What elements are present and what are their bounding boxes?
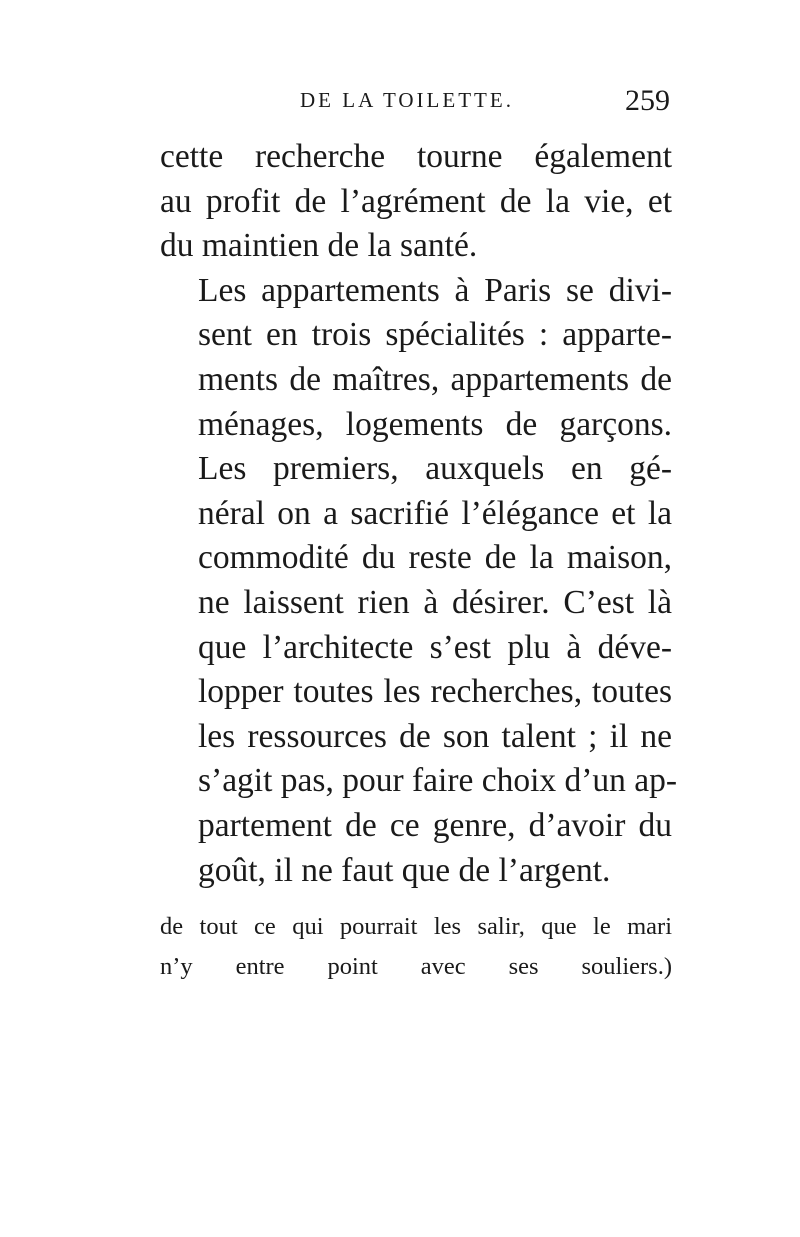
paragraph — [160, 135, 672, 269]
text-line: sent en trois spécialités : apparte- — [198, 316, 672, 354]
running-head-title: DE LA TOILETTE. — [300, 88, 514, 112]
text-line: néral on a sacrifié l’élégance et la — [198, 494, 672, 532]
text-line: ments de maîtres, appartements de — [198, 360, 672, 398]
text-line: commodité du reste de la maison, — [198, 539, 672, 577]
running-head — [160, 84, 670, 124]
text-line: du maintien de la santé. — [160, 227, 478, 265]
main-text — [160, 135, 678, 893]
text-line: au profit de l’agrément de la vie, et — [160, 182, 672, 220]
footnote — [160, 907, 672, 987]
text-line: les ressources de son talent ; il ne — [198, 717, 672, 755]
footnote-line: n’y entre point avec ses souliers.) — [160, 953, 672, 980]
text-line: Les appartements à Paris se divi- — [198, 271, 672, 309]
text-line: lopper toutes les recherches, toutes — [198, 673, 672, 711]
text-line: ne laissent rien à désirer. C’est là — [198, 583, 672, 621]
text-line: partement de ce genre, d’avoir du — [198, 806, 672, 844]
page-number: 259 — [625, 84, 670, 117]
text-line: Les premiers, auxquels en gé- — [198, 450, 672, 488]
paragraph — [160, 269, 672, 447]
text-line: ménages, logements de garçons. — [198, 405, 672, 443]
text-line: que l’architecte s’est plu à déve- — [198, 628, 672, 666]
footnote-line: de tout ce qui pourrait les salir, que le mari — [160, 913, 672, 940]
text-line: s’agit pas, pour faire choix d’un ap- — [198, 762, 678, 800]
text-line: cette recherche tourne également — [160, 138, 672, 175]
paragraph — [160, 447, 678, 893]
text-line: goût, il ne faut que de l’argent. — [198, 851, 611, 889]
